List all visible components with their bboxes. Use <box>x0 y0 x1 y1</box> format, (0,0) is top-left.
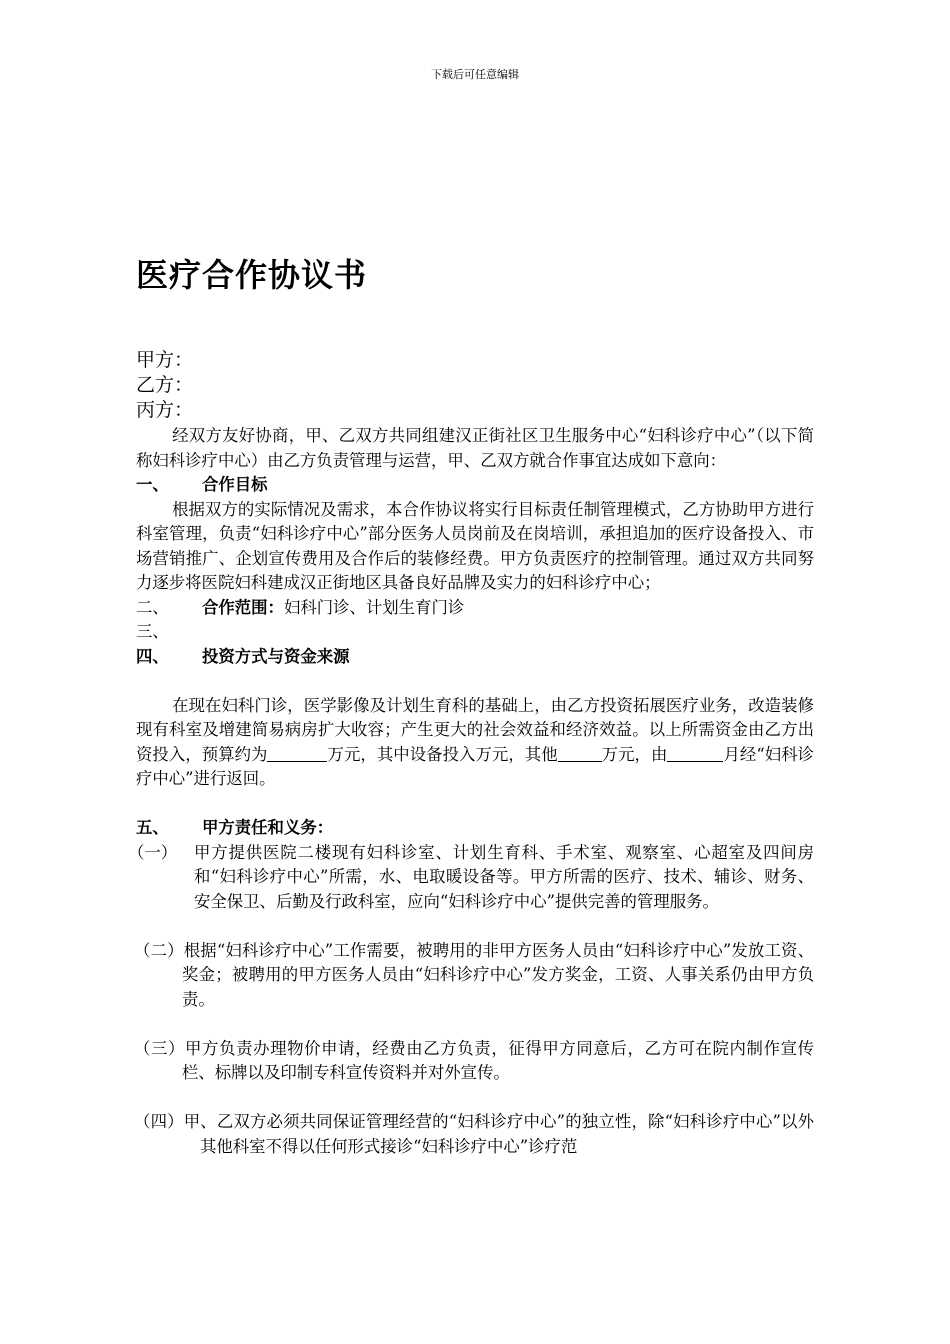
item-number: （四） <box>134 1112 184 1131</box>
list-item <box>128 841 814 915</box>
party-a-label: 甲方： <box>136 349 194 371</box>
section-4-text: 万元，其他 <box>475 744 558 764</box>
section-4-text: 万元，由 <box>601 744 668 764</box>
header-note: 下载后可任意编辑 <box>431 68 519 81</box>
section-number: 五、 <box>136 818 169 837</box>
item-text: 甲方提供医院二楼现有妇科诊室、计划生育科、手术室、观察室、心超室及四间房和“妇科诊疗中心”所需，水、电取暖设备等。甲方所需的医疗、技术、辅诊、财务、安全保卫、后勤及行政科室，应向“妇科诊疗中心”提供完善的管理服务。 <box>194 842 814 911</box>
blank-date <box>667 744 723 761</box>
section-4-body <box>136 694 814 792</box>
agreement-body <box>128 424 815 1159</box>
item-number: （一） <box>128 842 178 862</box>
section-2-heading <box>136 596 814 621</box>
section-1-heading <box>136 473 814 498</box>
section-2-body: 妇科门诊、计划生育门诊 <box>283 597 465 617</box>
blank-other <box>558 744 602 761</box>
document-title: 医疗合作协议书 <box>136 256 368 294</box>
item-text: 根据“妇科诊疗中心”工作需要，被聘用的非甲方医务人员由“妇科诊疗中心”发放工资、奖金；被聘用的甲方医务人员由“妇科诊疗中心”发方奖金，工资、人事关系仍由甲方负责。 <box>182 940 815 1009</box>
item-number: （二） <box>134 940 184 960</box>
item-number: （三） <box>134 1038 186 1058</box>
item-text: 甲、乙双方必须共同保证管理经营的“妇科诊疗中心”的独立性，除“妇科诊疗中心”以外其他科室不得以任何形式接诊“妇科诊疗中心”诊疗范 <box>183 1112 815 1156</box>
section-title: 合作目标 <box>202 475 268 494</box>
section-4-heading <box>136 645 814 670</box>
section-4-text: 万元，其中设备投入 <box>327 744 476 764</box>
section-4-text: 月经“妇科诊疗中心”进行返回。 <box>136 744 815 788</box>
item-text: 甲方负责办理物价申请，经费由乙方负责，征得甲方同意后，乙方可在院内制作宣传栏、标牌以及印制专科宣传资料并对外宣传。 <box>182 1038 814 1082</box>
list-item <box>134 1110 814 1159</box>
intro-paragraph: 经双方友好协商，甲、乙双方共同组建汉正街社区卫生服务中心“妇科诊疗中心”（以下简称妇科诊疗中心）由乙方负责管理与运营，甲、乙双方就合作事宜达成如下意向： <box>136 426 814 470</box>
section-title: 投资方式与资金来源 <box>202 646 350 666</box>
section-3-heading <box>136 620 814 645</box>
parties-block <box>136 348 193 423</box>
list-item <box>134 939 814 1013</box>
party-b-label: 乙方： <box>136 374 194 396</box>
section-4-text: 在现在妇科门诊，医学影像及计划生育科的基础上，由乙方投资拓展医疗业务，改造装修现有科室及增建简易病房扩大收容；产生更大的社会效益和经济效益。以上所需资金由乙方出资投入，预算约为 <box>136 695 814 764</box>
section-1-body: 根据双方的实际情况及需求，本合作协议将实行目标责任制管理模式，乙方协助甲方进行科室管理，负责“妇科诊疗中心”部分医务人员岗前及在岗培训，承担追加的医疗设备投入、市场营销推广、企划宣传费用及合作后的装修经费。甲方负责医疗的控制管理。通过双方共同努力逐步将医院妇科建成汉正街地区具备良好品牌及实力的妇科诊疗中心； <box>136 499 814 592</box>
section-number: 四、 <box>136 646 169 666</box>
section-5-heading <box>136 816 814 841</box>
blank-budget <box>267 744 327 761</box>
list-item <box>134 1037 814 1086</box>
section-number: 三、 <box>136 622 169 641</box>
section-title: 合作范围： <box>202 597 284 617</box>
section-title: 甲方责任和义务： <box>202 818 334 837</box>
party-c-label: 丙方： <box>136 399 194 421</box>
section-number: 一、 <box>136 475 169 494</box>
section-number: 二、 <box>136 597 169 617</box>
